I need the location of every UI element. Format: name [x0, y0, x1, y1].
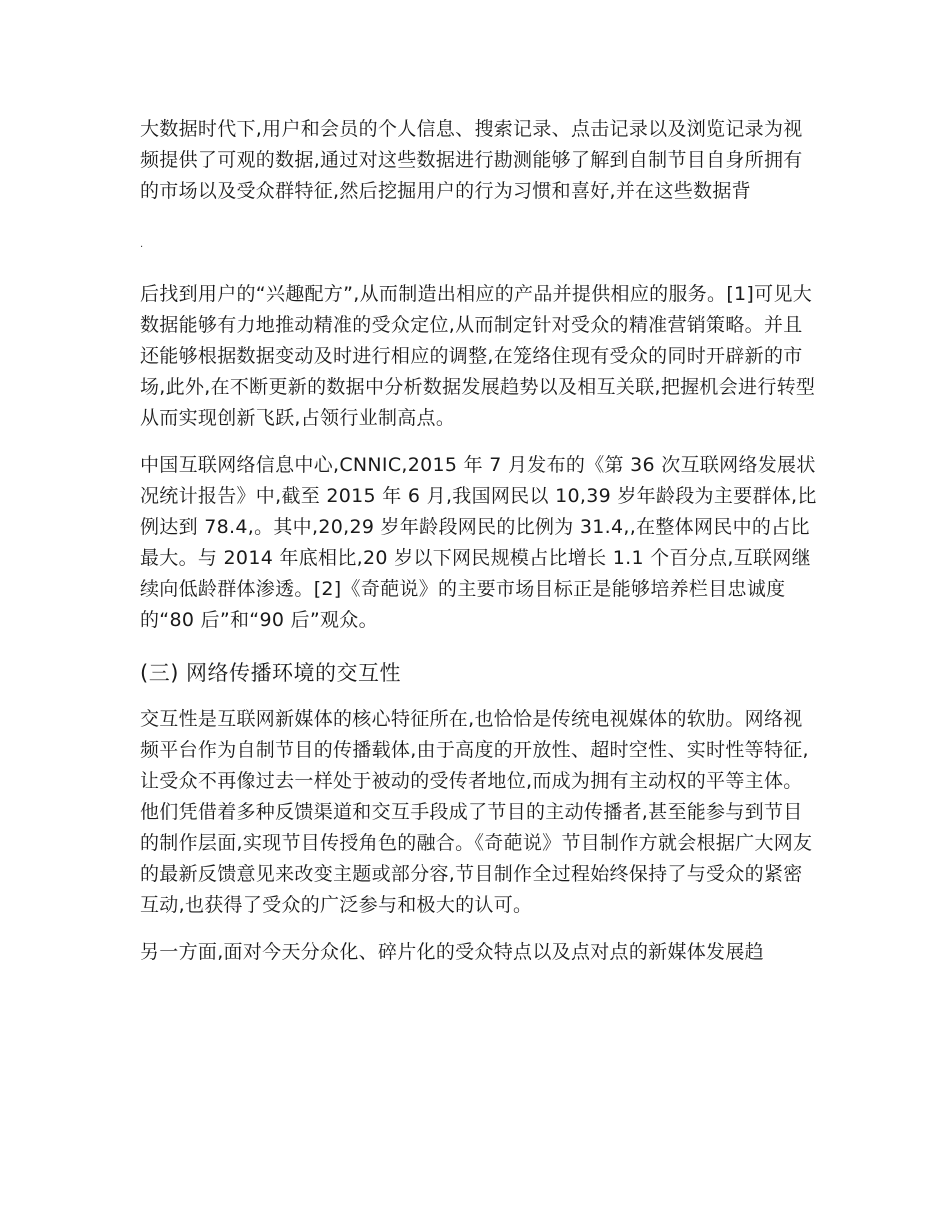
paragraph-cnnic-report: 中国互联网络信息中心,CNNIC,2015 年 7 月发布的《第 36 次互联网络发展状况统计报告》中,截至 2015 年 6 月,我国网民以 10,39 岁年龄段为主要群体,比例达到 78.4,。其中,20,29 岁年龄段网民的比例为 31.4,,在整体网民中的占比最大。与 2014 年底相比,20 岁以下网民规模占比增长 1.1 个百分点,互联网继续向低龄群体渗透。[2]《奇葩说》的主要市场目标正是能够培养栏目忠诚度的“80 后”和“90 后”观众。 [140, 454, 817, 631]
section-heading-interactivity: (三) 网络传播环境的交互性 [140, 661, 402, 685]
document-page [140, 114, 820, 968]
page-break-dot: . [140, 239, 144, 250]
paragraph-interest-formula: 后找到用户的“兴趣配方”,从而制造出相应的产品并提供相应的服务。[1]可见大数据能够有力地推动精准的受众定位,从而制定针对受众的精准营销策略。并且还能够根据数据变动及时进行相应的调整,在笼络住现有受众的同时开辟新的市场,此外,在不断更新的数据中分析数据发展趋势以及相互关联,把握机会进行转型从而实现创新飞跃,占领行业制高点。 [140, 283, 816, 429]
paragraph-on-the-other-hand: 另一方面,面对今天分众化、碎片化的受众特点以及点对点的新媒体发展趋 [140, 941, 764, 963]
paragraph-interactivity: 交互性是互联网新媒体的核心特征所在,也恰恰是传统电视媒体的软肋。网络视频平台作为自制节目的传播载体,由于高度的开放性、超时空性、实时性等特征,让受众不再像过去一样处于被动的受传者地位,而成为拥有主动权的平等主体。他们凭借着多种反馈渠道和交互手段成了节目的主动传播者,甚至能参与到节目的制作层面,实现节目传授角色的融合。《奇葩说》节目制作方就会根据广大网友的最新反馈意见来改变主题或部分容,节目制作全过程始终保持了与受众的紧密互动,也获得了受众的广泛参与和极大的认可。 [140, 708, 813, 916]
paragraph-big-data: 大数据时代下,用户和会员的个人信息、搜索记录、点击记录以及浏览记录为视频提供了可观的数据,通过对这些数据进行勘测能够了解到自制节目自身所拥有的市场以及受众群特征,然后挖掘用户的行为习惯和喜好,并在这些数据背 [140, 118, 803, 202]
